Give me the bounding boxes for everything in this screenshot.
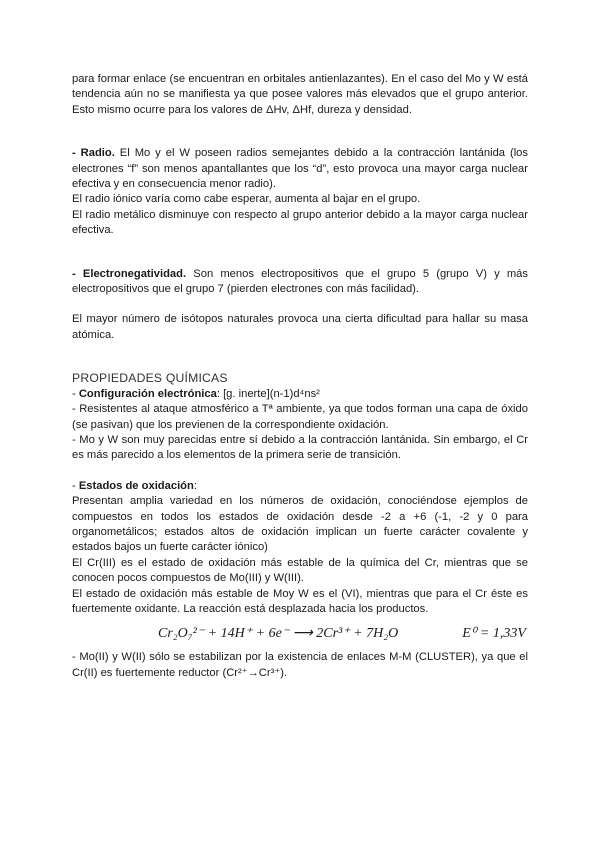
oxidation-states-label: Estados de oxidación <box>78 479 194 492</box>
equation-standard-potential: E⁰ = 1,33V <box>462 625 526 641</box>
document-page <box>72 72 528 681</box>
radio-ionic-line: El radio iónico varía como cabe esperar, aumenta al bajar en el grupo. <box>72 193 421 206</box>
resistance-line: - Resistentes al ataque atmosférico a Tª ambiente, ya que todos forman una capa de óxido (se pasivan) que los previenen de la correspondiente oxidación. <box>72 403 528 431</box>
section-heading-chemical-properties: PROPIEDADES QUÍMICAS <box>72 371 228 386</box>
radio-paragraph <box>72 146 528 192</box>
radio-label: - Radio. <box>72 147 115 160</box>
intro-paragraph: para formar enlace (se encuentran en orbitales antienlazantes). En el caso del Mo y W está tendencia aún no se manifiesta ya que posee valores más elevados que el grupo anterior. Esto mismo ocurre para los valores de ΔHv, ΔHf, dureza y densidad. <box>72 73 528 116</box>
mo-w-ii-paragraph: - Mo(II) y W(II) sólo se estabilizan por la existencia de enlaces M-M (CLUSTER), ya que el Cr(II) es fuertemente reductor (Cr²⁺→Cr³⁺). <box>72 651 528 679</box>
mo-w-vi-paragraph: El estado de oxidación más estable de Moy W es el (VI), mientras que para el Cr éste es fuertemente oxidante. La reacción está desplazada hacia los productos. <box>72 587 528 615</box>
electronegativity-label: - Electronegatividad. <box>72 267 187 280</box>
configuration-label: Configuración electrónica <box>78 387 217 400</box>
isotopes-paragraph: El mayor número de isótopos naturales provoca una cierta dificultad para hallar su masa atómica. <box>72 313 528 341</box>
oxidation-variety-paragraph: Presentan amplia variedad en los números de oxidación, conociéndose ejemplos de compuestos en todos los estados de oxidación desde -2 a +6 (-1, -2 y 0 para organometálicos; estados altos de oxidación implican un fuerte carácter covalente y estados bajos un fuerte carácter iónico) <box>72 495 528 554</box>
oxidation-states-heading: - Estados de oxidación: <box>72 479 197 492</box>
radio-text: El Mo y el W poseen radios semejantes debido a la contracción lantánida (los electrones “f” son menos apantallantes que los “d”, esto provoca una mayor carga nuclear efectiva y en consecuencia menor radio). <box>72 147 528 191</box>
electronegativity-text: Son menos electropositivos que el grupo 5 (grupo V) y más electropositivos que el grupo 7 (pierden electrones con más facilidad). <box>72 267 528 296</box>
mo-w-similarity-line: - Mo y W son muy parecidas entre sí debido a la contracción lantánida. Sin embargo, el Cr es más parecido a los elementos de la primera serie de transición. <box>72 433 528 462</box>
equation-reaction: Cr₂O₇²⁻ + 14H⁺ + 6e⁻ ⟶ 2Cr³⁺ + 7H₂O <box>158 625 399 641</box>
configuration-line: - Configuración electrónica: [g. inerte](n-1)d⁴ns² <box>72 387 320 400</box>
electronegativity-paragraph <box>72 267 528 298</box>
radio-metallic-line: El radio metálico disminuye con respecto al grupo anterior debido a la mayor carga nuclear efectiva. <box>72 208 528 237</box>
cr-iii-paragraph: El Cr(III) es el estado de oxidación más estable de la química del Cr, mientras que se conocen pocos compuestos de Mo(III) y W(III). <box>72 556 528 585</box>
configuration-value: : [g. inerte](n-1)d⁴ns² <box>216 387 320 400</box>
dichromate-reduction-equation <box>72 620 528 646</box>
